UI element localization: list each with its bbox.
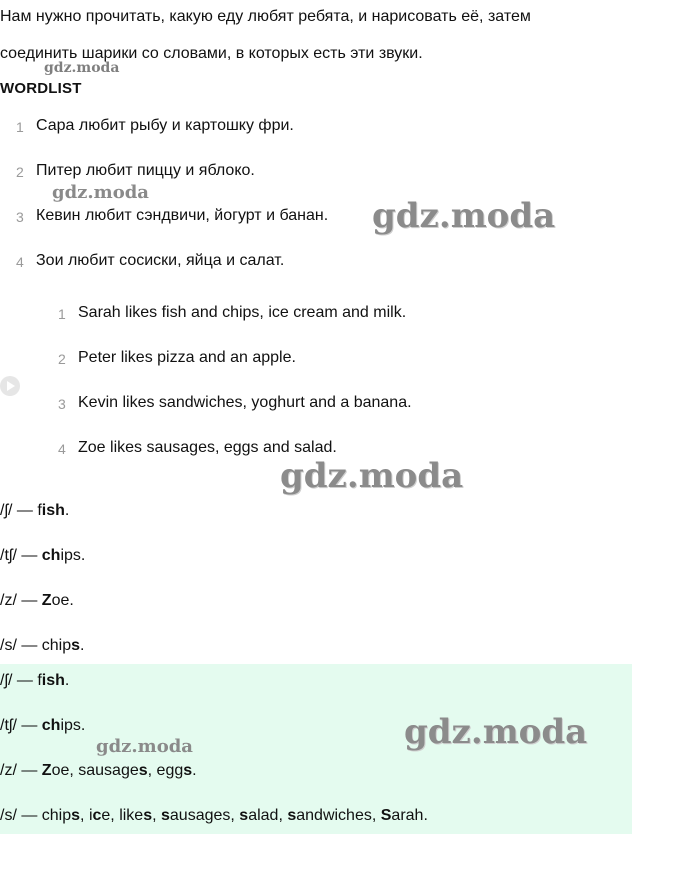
en-item-3-number: 3 xyxy=(58,396,66,412)
sound-symbol: /ʃ/ — xyxy=(0,502,38,519)
highlighted-letters: s xyxy=(138,762,148,779)
watermark: gdz.moda xyxy=(404,712,588,752)
watermark: gdz.moda xyxy=(96,736,193,757)
highlighted-letters: s xyxy=(239,807,249,824)
en-item-4-text: Zoe likes sausages, eggs and salad. xyxy=(78,439,337,456)
sound-symbol: /ʃ/ — xyxy=(0,672,38,689)
highlighted-letters: Z xyxy=(41,762,52,779)
word-part: e, like xyxy=(101,807,144,824)
intro-line-1: Нам нужно прочитать, какую еду любят ребята, и нарисовать её, затем xyxy=(0,8,531,25)
word-part: arah. xyxy=(391,807,428,824)
word-part: , xyxy=(152,807,161,824)
word-part: oe, sausage xyxy=(51,762,139,779)
sound-line xyxy=(0,502,69,520)
ru-item-1-number: 1 xyxy=(16,119,24,135)
highlighted-letters: c xyxy=(92,807,102,824)
watermark: gdz.moda xyxy=(52,182,149,203)
word-part: chip xyxy=(41,807,72,824)
ru-item-2-number: 2 xyxy=(16,164,24,180)
highlighted-letters: Z xyxy=(41,592,52,609)
word-part: f xyxy=(37,672,42,689)
en-item-1-number: 1 xyxy=(58,306,66,322)
sound-line xyxy=(0,547,85,565)
highlighted-letters: ch xyxy=(41,547,61,564)
wordlist-heading: WORDLIST xyxy=(0,80,82,97)
answer-line xyxy=(0,717,85,735)
answer-line xyxy=(0,672,69,690)
en-item-3-text: Kevin likes sandwiches, yoghurt and a banana. xyxy=(78,394,412,411)
highlighted-letters: s xyxy=(71,637,81,654)
en-item-2-text: Peter likes pizza and an apple. xyxy=(78,349,296,366)
sound-symbol: /s/ — xyxy=(0,637,42,654)
watermark: gdz.moda xyxy=(372,196,556,236)
highlighted-letters: s xyxy=(287,807,297,824)
ru-item-2-text: Питер любит пиццу и яблоко. xyxy=(36,162,255,179)
word-part: . xyxy=(64,672,70,689)
word-part: i xyxy=(88,807,93,824)
ru-item-3-text: Кевин любит сэндвичи, йогурт и банан. xyxy=(36,207,329,224)
sound-symbol: /z/ — xyxy=(0,762,42,779)
ru-item-3-number: 3 xyxy=(16,209,24,225)
highlighted-letters: ish xyxy=(41,502,65,519)
sound-line xyxy=(0,637,85,655)
sound-symbol: /tʃ/ — xyxy=(0,547,42,564)
intro-line-2: соединить шарики со словами, в которых есть эти звуки. xyxy=(0,45,423,62)
watermark: gdz.moda xyxy=(280,456,464,496)
watermark: gdz.moda xyxy=(44,60,120,76)
answer-line xyxy=(0,762,197,780)
word-part: ips. xyxy=(60,547,86,564)
word-part: . xyxy=(80,637,85,654)
word-part: , egg xyxy=(147,762,184,779)
word-part: chip xyxy=(41,637,72,654)
play-icon[interactable] xyxy=(0,376,20,396)
ru-item-4-text: Зои любит сосиски, яйца и салат. xyxy=(36,252,285,269)
sound-line xyxy=(0,592,74,610)
word-part: oe. xyxy=(51,592,74,609)
highlighted-letters: s xyxy=(143,807,153,824)
highlighted-letters: s xyxy=(161,807,170,824)
word-part: . xyxy=(192,762,197,779)
word-part: alad, xyxy=(248,807,288,824)
highlighted-letters: ish xyxy=(41,672,65,689)
highlighted-letters: S xyxy=(380,807,392,824)
sound-symbol: /tʃ/ — xyxy=(0,717,42,734)
answer-line xyxy=(0,807,428,825)
word-part: f xyxy=(37,502,42,519)
ru-item-1-text: Сара любит рыбу и картошку фри. xyxy=(36,117,294,134)
word-part: andwiches, xyxy=(296,807,381,824)
sound-symbol: /s/ — xyxy=(0,807,42,824)
en-item-2-number: 2 xyxy=(58,351,66,367)
ru-item-4-number: 4 xyxy=(16,254,24,270)
highlighted-letters: s xyxy=(183,762,193,779)
word-part: ips. xyxy=(60,717,86,734)
word-part: . xyxy=(64,502,70,519)
sound-symbol: /z/ — xyxy=(0,592,42,609)
en-item-1-text: Sarah likes fish and chips, ice cream and milk. xyxy=(78,304,407,321)
highlighted-letters: s xyxy=(71,807,81,824)
highlighted-letters: ch xyxy=(41,717,61,734)
word-part: ausages, xyxy=(169,807,240,824)
en-item-4-number: 4 xyxy=(58,441,66,457)
word-part: , xyxy=(80,807,89,824)
